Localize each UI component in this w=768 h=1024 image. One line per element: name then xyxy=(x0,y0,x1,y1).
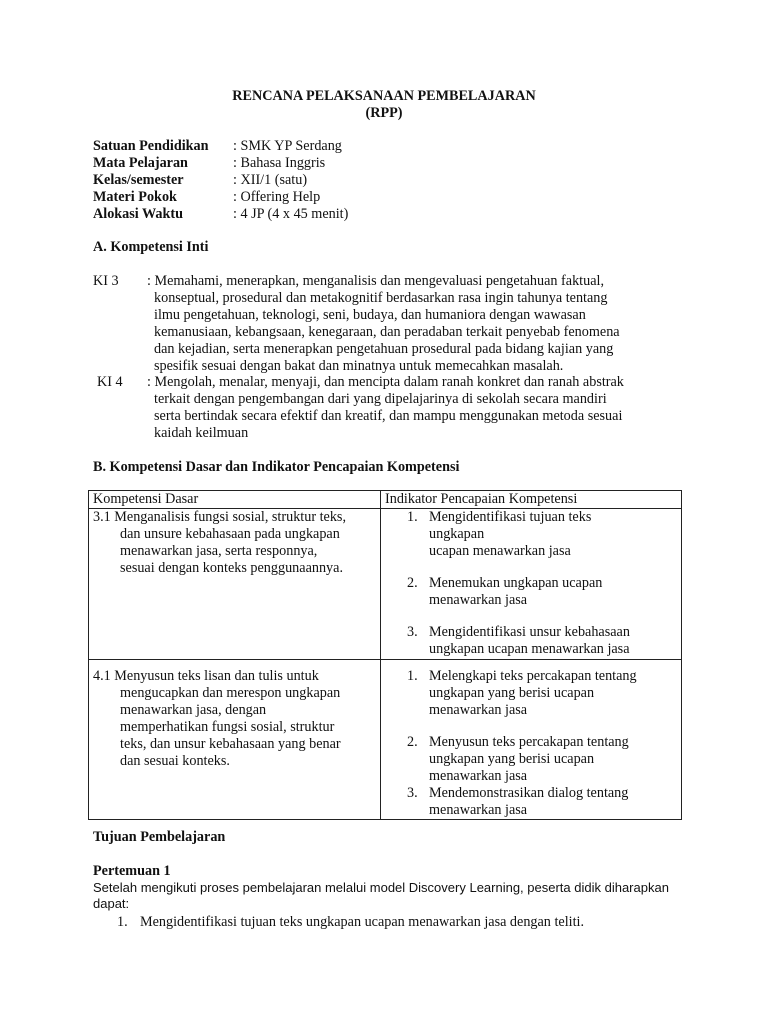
identity-label: Alokasi Waktu xyxy=(93,206,184,222)
identity-value: : SMK YP Serdang xyxy=(233,138,342,154)
ki4-line: serta bertindak secara efektif dan kreatif, dan mampu menggunakan metoda sesuai xyxy=(154,408,623,424)
ki3-line: spesifik sesuai dengan bakat dan minatnya untuk memecahkan masalah. xyxy=(154,358,564,374)
kd-line: sesuai dengan konteks penggunaannya. xyxy=(120,560,343,576)
table-row xyxy=(89,509,682,660)
indicator-item xyxy=(385,668,677,719)
document-subtitle: (RPP) xyxy=(365,105,403,121)
indicator-item xyxy=(385,785,677,819)
tujuan-item-number: 1. xyxy=(117,914,128,930)
identity-value: : XII/1 (satu) xyxy=(233,172,308,188)
indicator-number: 1. xyxy=(407,668,418,684)
kd-cell xyxy=(89,509,381,660)
indicator-item xyxy=(385,509,677,560)
indicator-item xyxy=(385,734,677,785)
indicator-line: Mendemonstrasikan dialog tentang xyxy=(429,785,629,801)
ki4-line: : Mengolah, menalar, menyaji, dan mencipta dalam ranah konkret dan ranah abstrak xyxy=(147,374,624,390)
kd-line: menawarkan jasa, serta responnya, xyxy=(120,543,318,559)
kd-line: 3.1 Menganalisis fungsi sosial, struktur teks, xyxy=(93,509,346,525)
ki4-line: terkait dengan pengembangan dari yang dipelajarinya di sekolah secara mandiri xyxy=(154,391,607,407)
identity-label: Materi Pokok xyxy=(93,189,177,205)
indicator-line: menawarkan jasa xyxy=(429,592,528,608)
document-title: RENCANA PELAKSANAAN PEMBELAJARAN xyxy=(232,88,536,104)
tujuan-intro: Setelah mengikuti proses pembelajaran melalui model Discovery Learning, peserta didik diharapkan xyxy=(93,880,669,895)
identity-value: : Offering Help xyxy=(233,189,321,205)
indicator-cell xyxy=(381,660,682,820)
indicator-number: 3. xyxy=(407,624,418,640)
ki4-line: kaidah keilmuan xyxy=(154,425,249,441)
ki3-line: : Memahami, menerapkan, menganalisis dan mengevaluasi pengetahuan faktual, xyxy=(147,273,604,289)
indicator-line: Mengidentifikasi tujuan teks xyxy=(429,509,592,525)
identity-value: : 4 JP (4 x 45 menit) xyxy=(233,206,349,222)
table-header-cell: Indikator Pencapaian Kompetensi xyxy=(381,491,682,509)
table-header-row xyxy=(89,491,682,509)
ki4-label: KI 4 xyxy=(97,374,123,390)
kd-line: mengucapkan dan merespon ungkapan xyxy=(120,685,341,701)
kd-line: teks, dan unsur kebahasaan yang benar xyxy=(120,736,341,752)
ki4-text xyxy=(147,374,687,442)
section-a-heading: A. Kompetensi Inti xyxy=(93,239,209,255)
kd-cell xyxy=(89,660,381,820)
indicator-line: ungkapan yang berisi ucapan xyxy=(429,751,595,767)
kompetensi-table xyxy=(88,490,682,820)
kd-line: dan unsure kebahasaan pada ungkapan xyxy=(120,526,340,542)
indicator-line: Menyusun teks percakapan tentang xyxy=(429,734,629,750)
identity-label: Satuan Pendidikan xyxy=(93,138,209,154)
indicator-line: menawarkan jasa xyxy=(429,702,528,718)
indicator-number: 3. xyxy=(407,785,418,801)
tujuan-heading: Tujuan Pembelajaran xyxy=(93,829,226,845)
identity-label: Kelas/semester xyxy=(93,172,184,188)
kd-line: 4.1 Menyusun teks lisan dan tulis untuk xyxy=(93,668,319,684)
indicator-item xyxy=(385,624,677,658)
indicator-line: ungkapan ucapan menawarkan jasa xyxy=(429,641,630,657)
table-header-cell: Kompetensi Dasar xyxy=(89,491,381,509)
indicator-line: Melengkapi teks percakapan tentang xyxy=(429,668,637,684)
tujuan-item-text: Mengidentifikasi tujuan teks ungkapan ucapan menawarkan jasa dengan teliti. xyxy=(140,914,585,930)
identity-label: Mata Pelajaran xyxy=(93,155,188,171)
indicator-number: 2. xyxy=(407,575,418,591)
tujuan-intro-cont: dapat: xyxy=(93,896,130,911)
indicator-item xyxy=(385,575,677,609)
pertemuan-heading: Pertemuan 1 xyxy=(93,863,171,879)
indicator-line: Mengidentifikasi unsur kebahasaan xyxy=(429,624,630,640)
indicator-cell xyxy=(381,509,682,660)
kd-line: dan sesuai konteks. xyxy=(120,753,230,769)
ki3-line: dan kejadian, serta menerapkan pengetahuan prosedural pada bidang kajian yang xyxy=(154,341,614,357)
kd-line: menawarkan jasa, dengan xyxy=(120,702,267,718)
indicator-line: ucapan menawarkan jasa xyxy=(429,543,571,559)
indicator-line: Menemukan ungkapan ucapan xyxy=(429,575,603,591)
ki3-line: konseptual, prosedural dan metakognitif berdasarkan rasa ingin tahunya tentang xyxy=(154,290,608,306)
ki3-line: ilmu pengetahuan, teknologi, seni, budaya, dan humaniora dengan wawasan xyxy=(154,307,586,323)
indicator-number: 1. xyxy=(407,509,418,525)
indicator-line: ungkapan xyxy=(429,526,485,542)
indicator-line: ungkapan yang berisi ucapan xyxy=(429,685,595,701)
ki3-label: KI 3 xyxy=(93,273,119,289)
ki3-text xyxy=(147,273,687,375)
kd-line: memperhatikan fungsi sosial, struktur xyxy=(120,719,335,735)
table-row xyxy=(89,660,682,820)
indicator-number: 2. xyxy=(407,734,418,750)
indicator-line: menawarkan jasa xyxy=(429,802,528,818)
section-b-heading: B. Kompetensi Dasar dan Indikator Pencapaian Kompetensi xyxy=(93,459,460,475)
ki3-line: kemanusiaan, kebangsaan, kenegaraan, dan peradaban terkait penyebab fenomena xyxy=(154,324,620,340)
indicator-line: menawarkan jasa xyxy=(429,768,528,784)
identity-value: : Bahasa Inggris xyxy=(233,155,326,171)
